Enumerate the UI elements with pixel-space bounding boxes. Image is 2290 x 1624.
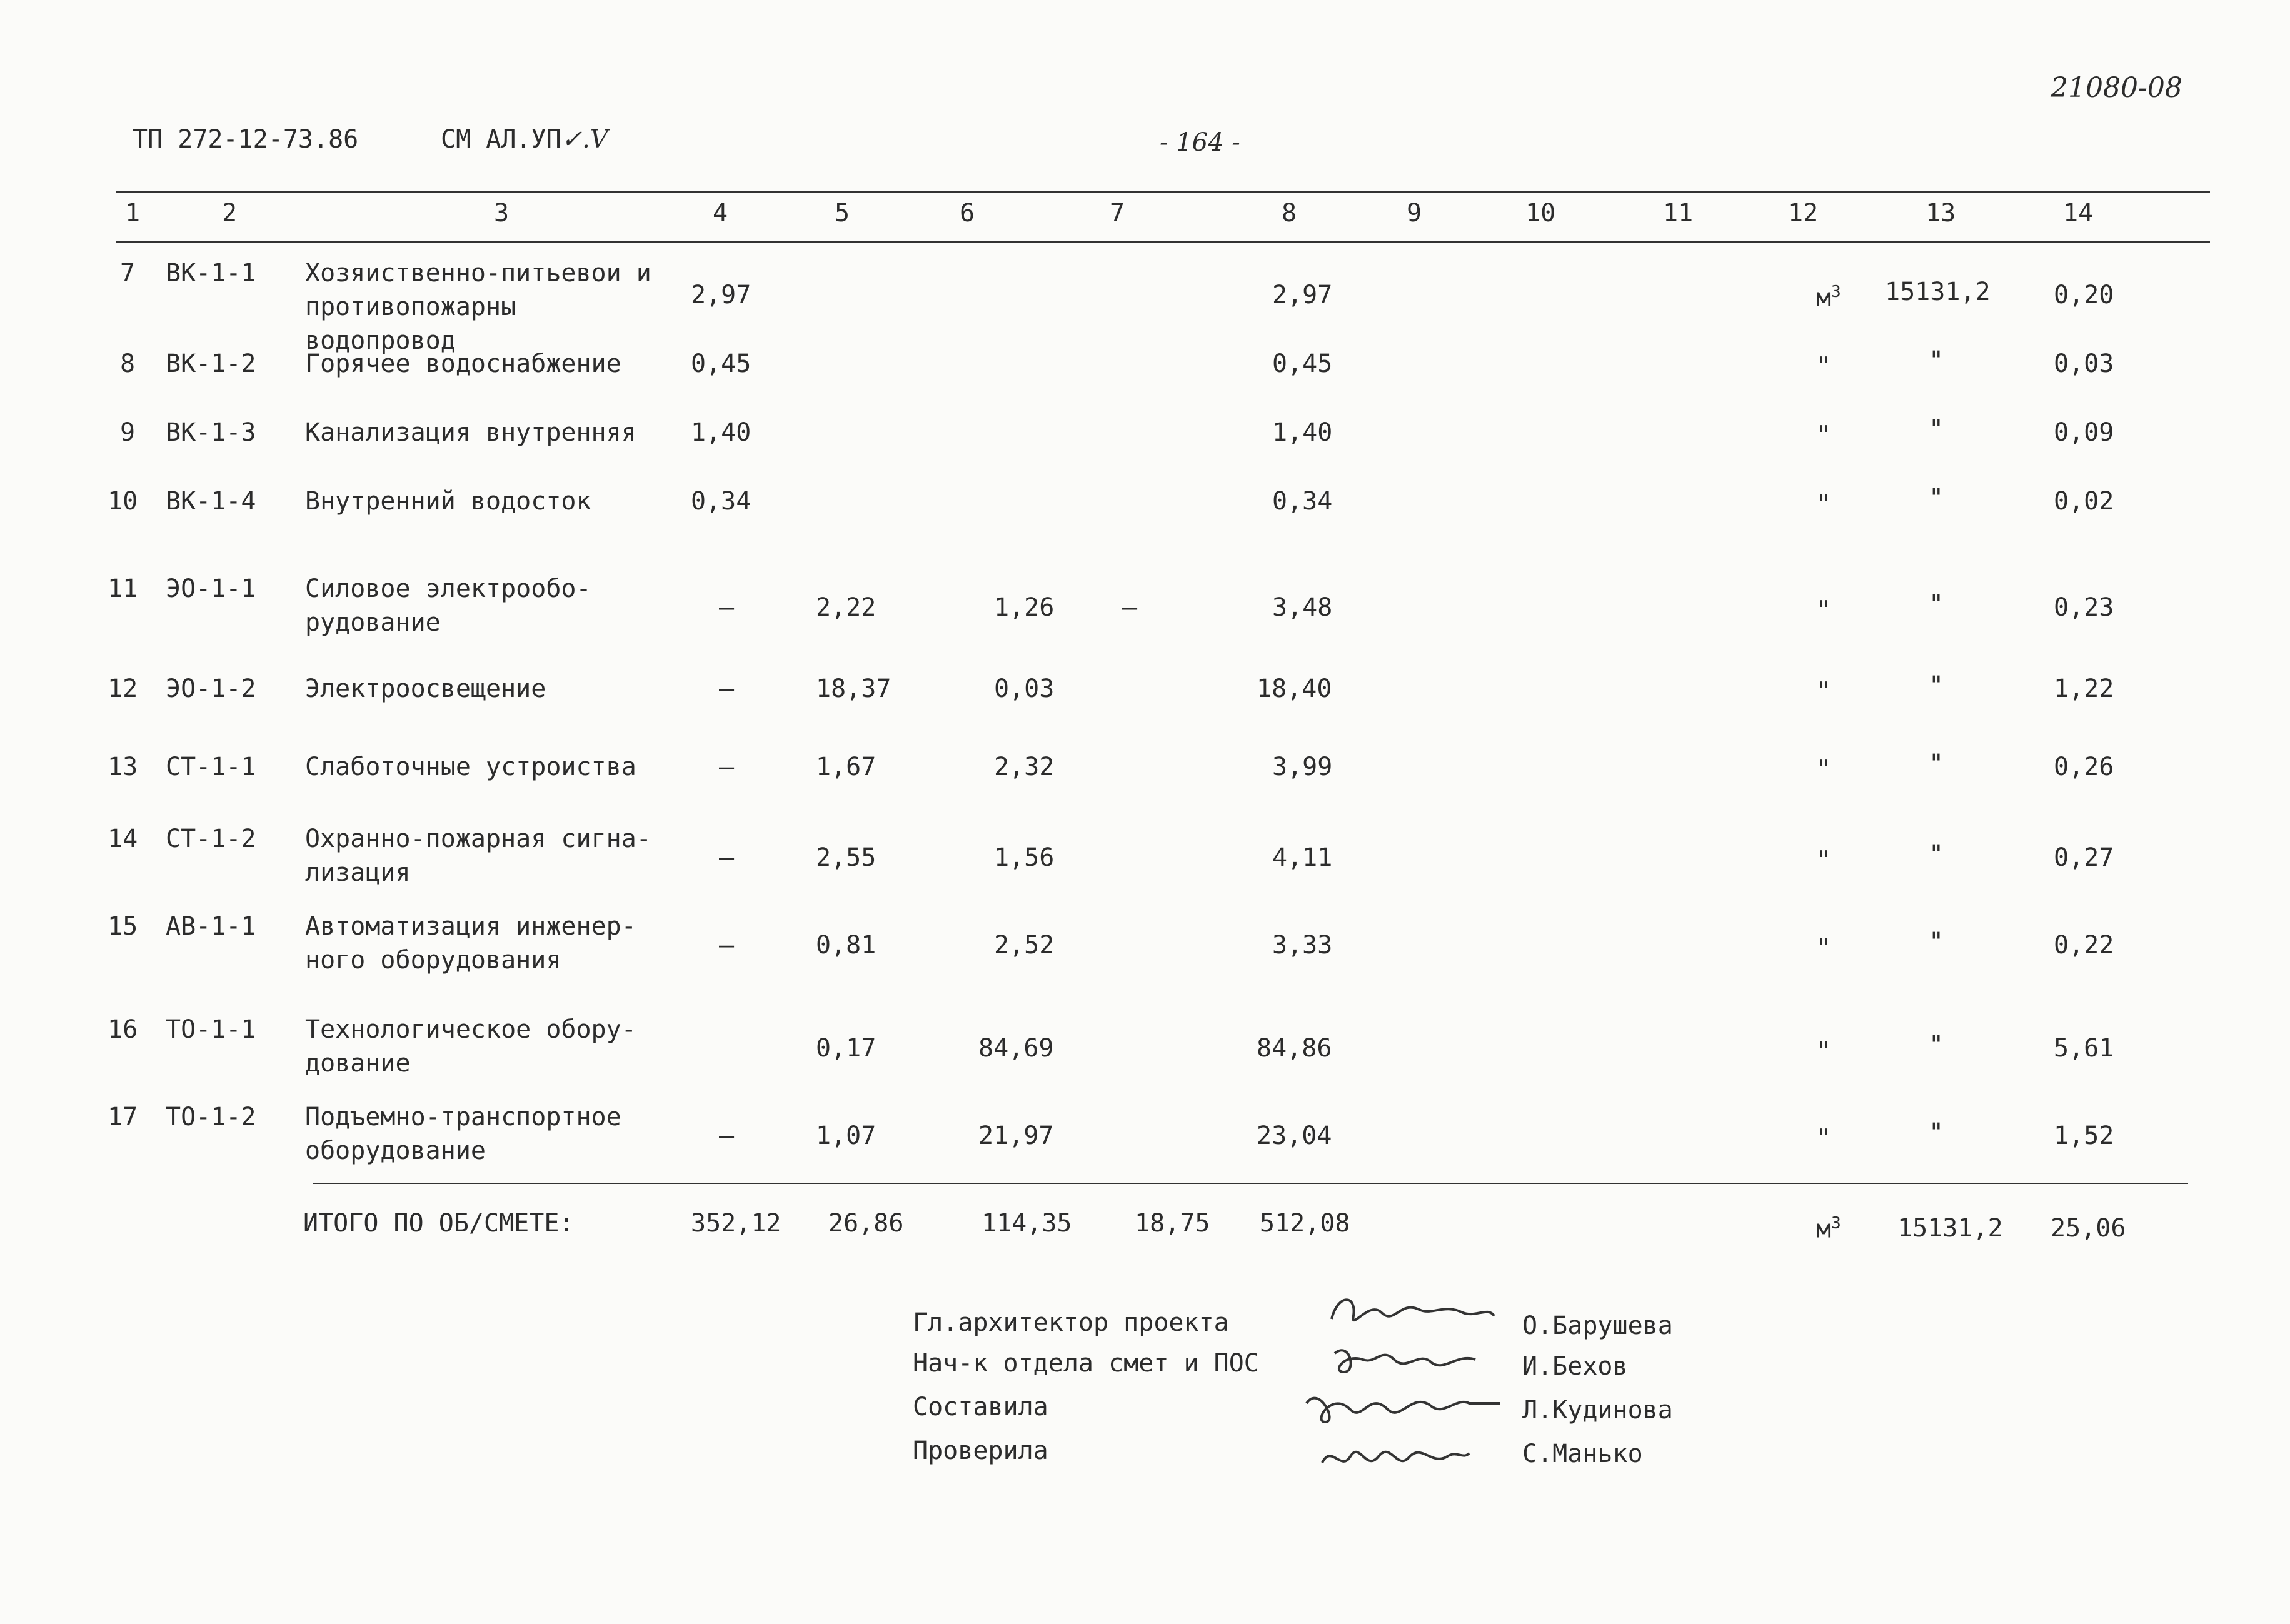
row-number: 13: [108, 753, 138, 781]
signature-name: С.Манько: [1522, 1440, 1643, 1468]
total-c4: 352,12: [691, 1209, 781, 1238]
column-number: 3: [494, 199, 510, 228]
section-code: СТ-1-2: [166, 825, 256, 853]
value-cell-c8: 3,99: [1272, 753, 1333, 781]
value-cell-c8: 23,04: [1257, 1121, 1332, 1150]
column-number: 6: [960, 199, 975, 228]
unit-text: м: [1816, 283, 1832, 313]
column-number: 14: [2063, 199, 2094, 228]
unit-cell: [1816, 1028, 1831, 1068]
signature-mark-1: [1325, 1288, 1500, 1338]
value-cell-c5: 1,07: [816, 1121, 876, 1150]
row-number: 15: [108, 912, 138, 941]
section-code: ВК-1-1: [166, 259, 256, 288]
row-number: 14: [108, 825, 138, 853]
share-cell: 0,09: [2054, 418, 2114, 447]
row-number: 9: [120, 418, 136, 447]
value-cell-c6: 2,32: [994, 753, 1055, 781]
document-code: ТП 272-12-73.86: [133, 125, 359, 154]
unit-text: ": [1816, 1036, 1832, 1066]
value-cell-c4: 1,40: [691, 418, 751, 447]
album-code: СМ АЛ.УП✓.Ⅴ: [441, 125, 608, 154]
quantity-cell: ": [1929, 840, 1944, 869]
column-number: 5: [835, 199, 850, 228]
section-name: Слаботочные устроиства: [305, 753, 636, 781]
share-cell: 0,20: [2054, 281, 2114, 309]
section-name: Горячее водоснабжение: [305, 349, 621, 378]
value-cell-c4: –: [719, 593, 735, 622]
signature-role: Проверила: [913, 1436, 1048, 1465]
value-cell-c4: –: [719, 931, 735, 960]
column-number: 12: [1788, 199, 1819, 228]
unit-text: ": [1816, 596, 1832, 625]
total-c6: 114,35: [982, 1209, 1072, 1238]
column-number: 2: [222, 199, 238, 228]
value-cell-c5: 0,81: [816, 931, 876, 960]
row-number: 16: [108, 1015, 138, 1044]
section-code: ВК-1-4: [166, 487, 256, 516]
unit-text: ": [1816, 677, 1832, 706]
value-cell-c6: 84,69: [978, 1034, 1054, 1063]
unit-power: 3: [1831, 283, 1841, 301]
value-cell-c4: –: [719, 753, 735, 781]
section-name: Хозяиственно-питьевои и противопожарны водопровод: [305, 259, 651, 355]
total-c5: 26,86: [828, 1209, 904, 1238]
row-number: 7: [120, 259, 136, 288]
archive-number: 21080-08: [2051, 72, 2182, 104]
unit-cell: [1816, 925, 1831, 965]
section-code: ТО-1-2: [166, 1103, 256, 1131]
value-cell-c6: 0,03: [994, 674, 1055, 703]
signature-name: Л.Кудинова: [1522, 1396, 1673, 1425]
value-cell-c6: 2,52: [994, 931, 1055, 960]
quantity-cell: ": [1929, 1031, 1944, 1060]
total-share: 25,06: [2051, 1214, 2126, 1243]
section-name: Подъемно-транспортное оборудование: [305, 1103, 621, 1165]
quantity-cell: ": [1929, 415, 1944, 444]
section-name: Силовое электрообо- рудование: [305, 574, 591, 637]
value-cell-c7: –: [1122, 593, 1138, 622]
unit-power: 3: [1831, 1214, 1841, 1233]
value-cell-c4: 0,34: [691, 487, 751, 516]
value-cell-c5: 2,22: [816, 593, 876, 622]
unit-cell: [1816, 1116, 1831, 1155]
share-cell: 0,26: [2054, 753, 2114, 781]
unit-cell: [1816, 747, 1831, 786]
row-number: 11: [108, 574, 138, 603]
value-cell-c5: 0,17: [816, 1034, 876, 1063]
quantity-cell: 15131,2: [1885, 278, 1991, 306]
value-cell-c8: 3,48: [1272, 593, 1333, 622]
unit-text: ": [1816, 421, 1832, 450]
section-name: Технологическое обору- дование: [305, 1015, 636, 1078]
section-name: Автоматизация инженер- ного оборудования: [305, 912, 636, 975]
signature-name: О.Барушева: [1522, 1311, 1673, 1340]
signature-role: Гл.архитектор проекта: [913, 1308, 1229, 1337]
share-cell: 0,27: [2054, 843, 2114, 872]
unit-cell: [1816, 588, 1831, 627]
value-cell-c6: 1,56: [994, 843, 1055, 872]
signature-mark-3: [1300, 1378, 1507, 1435]
value-cell-c8: 0,45: [1272, 349, 1333, 378]
row-number: 17: [108, 1103, 138, 1131]
column-number: 10: [1525, 199, 1556, 228]
unit-cell: [1816, 838, 1831, 877]
section-code: СТ-1-1: [166, 753, 256, 781]
column-number: 7: [1110, 199, 1125, 228]
total-quantity: 15131,2: [1897, 1214, 2003, 1243]
value-cell-c4: –: [719, 1121, 735, 1150]
row-number: 12: [108, 674, 138, 703]
unit-text: ": [1816, 846, 1832, 875]
share-cell: 1,22: [2054, 674, 2114, 703]
quantity-cell: ": [1929, 590, 1944, 619]
section-code: ЭО-1-1: [166, 574, 256, 603]
value-cell-c8: 4,11: [1272, 843, 1333, 872]
unit-text: м: [1816, 1215, 1832, 1244]
value-cell-c8: 1,40: [1272, 418, 1333, 447]
quantity-cell: ": [1929, 484, 1944, 513]
total-unit: [1816, 1206, 1841, 1246]
quantity-cell: ": [1929, 749, 1944, 778]
quantity-cell: ": [1929, 671, 1944, 700]
value-cell-c8: 18,40: [1257, 674, 1332, 703]
value-cell-c6: 21,97: [978, 1121, 1054, 1150]
section-code: ВК-1-3: [166, 418, 256, 447]
share-cell: 0,03: [2054, 349, 2114, 378]
value-cell-c6: 1,26: [994, 593, 1055, 622]
value-cell-c5: 18,37: [816, 674, 891, 703]
column-number: 4: [713, 199, 728, 228]
share-cell: 1,52: [2054, 1121, 2114, 1150]
column-number: 9: [1407, 199, 1422, 228]
table-top-rule: [116, 191, 2210, 193]
section-name: Электроосвещение: [305, 674, 546, 703]
row-number: 8: [120, 349, 136, 378]
value-cell-c8: 2,97: [1272, 281, 1333, 309]
value-cell-c4: –: [719, 843, 735, 872]
signature-role: Составила: [913, 1393, 1048, 1421]
unit-text: ": [1816, 933, 1832, 963]
unit-text: ": [1816, 1124, 1832, 1153]
share-cell: 0,02: [2054, 487, 2114, 516]
section-name: Канализация внутренняя: [305, 418, 636, 447]
unit-text: ": [1816, 489, 1832, 519]
section-code: ЭО-1-2: [166, 674, 256, 703]
unit-text: ": [1816, 352, 1832, 381]
unit-cell: [1816, 275, 1841, 314]
value-cell-c4: 2,97: [691, 281, 751, 309]
signature-mark-4: [1313, 1428, 1475, 1485]
quantity-cell: ": [1929, 346, 1944, 375]
section-code: АВ-1-1: [166, 912, 256, 941]
signature-mark-2: [1325, 1335, 1500, 1385]
total-label: ИТОГО ПО ОБ/СМЕТЕ:: [303, 1209, 575, 1238]
signature-role: Нач-к отдела смет и ПОС: [913, 1349, 1259, 1378]
value-cell-c8: 3,33: [1272, 931, 1333, 960]
column-number: 11: [1663, 199, 1694, 228]
value-cell-c8: 0,34: [1272, 487, 1333, 516]
column-number: 1: [125, 199, 141, 228]
unit-cell: [1816, 344, 1831, 383]
section-name: Внутренний водосток: [305, 487, 591, 516]
unit-cell: [1816, 413, 1831, 452]
value-cell-c8: 84,86: [1257, 1034, 1332, 1063]
section-code: ВК-1-2: [166, 349, 256, 378]
quantity-cell: ": [1929, 1118, 1944, 1147]
header-bottom-rule: [116, 241, 2210, 243]
value-cell-c4: –: [719, 674, 735, 703]
value-cell-c4: 0,45: [691, 349, 751, 378]
unit-cell: [1816, 481, 1831, 521]
share-cell: 0,22: [2054, 931, 2114, 960]
unit-text: ": [1816, 755, 1832, 784]
share-cell: 5,61: [2054, 1034, 2114, 1063]
total-rule: [313, 1183, 2188, 1184]
column-number: 13: [1926, 199, 1956, 228]
total-c8: 512,08: [1260, 1209, 1350, 1238]
signature-name: И.Бехов: [1522, 1352, 1628, 1381]
value-cell-c5: 1,67: [816, 753, 876, 781]
unit-cell: [1816, 669, 1831, 708]
quantity-cell: ": [1929, 928, 1944, 956]
share-cell: 0,23: [2054, 593, 2114, 622]
section-name: Охранно-пожарная сигна- лизация: [305, 825, 651, 887]
row-number: 10: [108, 487, 138, 516]
section-code: ТО-1-1: [166, 1015, 256, 1044]
value-cell-c5: 2,55: [816, 843, 876, 872]
page-number: - 164 -: [1160, 128, 1240, 157]
column-number: 8: [1282, 199, 1297, 228]
total-c7: 18,75: [1135, 1209, 1210, 1238]
